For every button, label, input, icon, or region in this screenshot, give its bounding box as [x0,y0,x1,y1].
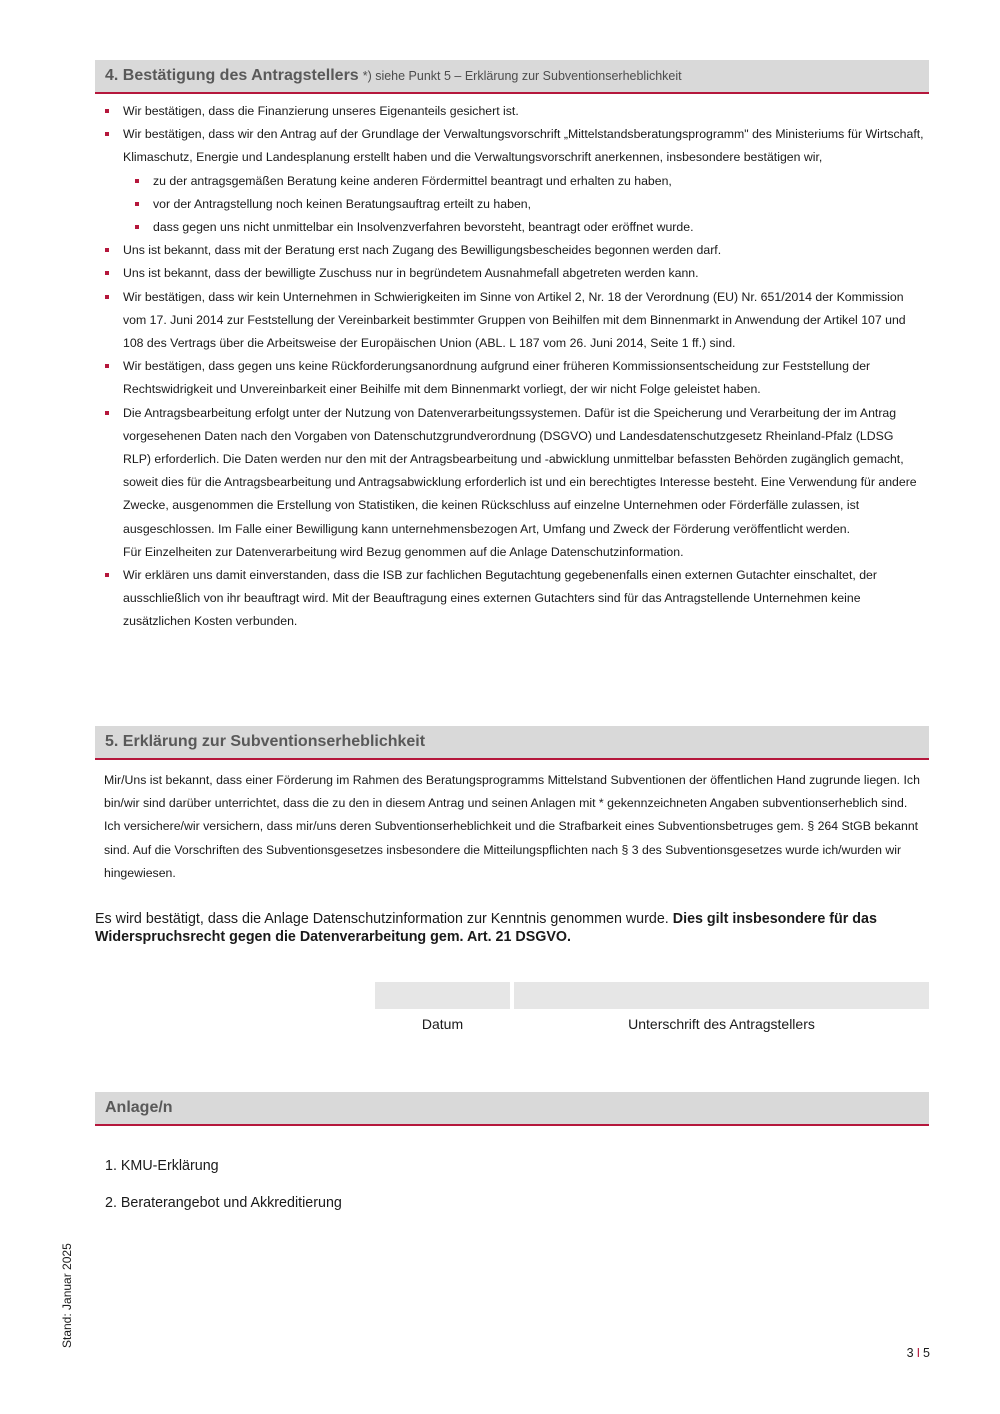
confirmation-list [104,100,924,634]
signature-label: Unterschrift des Antragstellers [628,1016,815,1032]
list-item: Wir erklären uns damit einverstanden, dass die ISB zur fachlichen Begutachtung gegebenenfalls einen externen Gutachter einschaltet, der ausschließlich von ihr beauftragt wird. Mit der Beauftragung eines externen Gutachters sind für das Antragstellende Unternehmen keine zusätzlichen Kosten verbunden. [104,564,924,634]
section-4-note: *) siehe Punkt 5 – Erklärung zur Subventionserheblichkeit [362,69,682,83]
total-pages: 5 [923,1346,930,1360]
sub-list-item: vor der Antragstellung noch keinen Beratungsauftrag erteilt zu haben, [123,193,924,216]
list-item: Uns ist bekannt, dass der bewilligte Zuschuss nur in begründetem Ausnahmefall abgetreten werden kann. [104,262,924,285]
list-item [104,123,924,239]
annex-title: Anlage/n [105,1099,173,1116]
current-page: 3 [906,1346,914,1360]
page-separator: I [916,1346,921,1360]
section-5-title: 5. Erklärung zur Subventionserheblichkeit [105,733,426,750]
sub-list-item: dass gegen uns nicht unmittelbar ein Insolvenzverfahren bevorsteht, beantragt oder eröffnet wurde. [123,216,924,239]
list-item: Wir bestätigen, dass gegen uns keine Rückforderungsanordnung aufgrund einer früheren Kommissionsentscheidung zur Feststellung der Rechtswidrigkeit und Unvereinbarkeit einer Beihilfe mit dem Binnenmarkt vorliegt, der wir nicht Folge geleistet haben. [104,355,924,401]
list-item: Wir bestätigen, dass die Finanzierung unseres Eigenanteils gesichert ist. [104,100,924,123]
date-label: Datum [421,1016,464,1032]
sub-list-item: zu der antragsgemäßen Beratung keine anderen Fördermittel beantragt und erhalten zu haben, [123,170,924,193]
section-5-header [95,726,929,760]
date-field[interactable] [375,982,510,1009]
list-item-text: Die Antragsbearbeitung erfolgt unter der Nutzung von Datenverarbeitungssystemen. Dafür ist die Speicherung und Verarbeitung der im Antrag vorgesehenen Daten nach den Vorgaben von Datenschutzgrundverordnung (DSGVO) und Landesdatenschutzgesetz Rheinland-Pfalz (LDSG RLP) erforderlich. Die Daten werden nur den mit der Antragsbearbeitung und -abwicklung unmittelbar befassten Behörden zugänglich gemacht, soweit dies für die Antragsbearbeitung und Antragsabwicklung erforderlich ist und ein berechtigtes Interesse besteht. Eine Verwendung für andere Zwecke, ausgenommen die Erstellung von Statistiken, die keinen Rückschluss auf einzelne Unternehmen oder Förderfälle zulassen, ist ausgeschlossen. Im Falle einer Bewilligung kann unternehmensbezogen Art, Umfang und Zweck der Förderung veröffentlicht werden. [123,405,917,536]
page-number [880,1346,930,1360]
annex-header [95,1092,929,1126]
list-item: Uns ist bekannt, dass mit der Beratung erst nach Zugang des Bewilligungsbescheides begonnen werden darf. [104,239,924,262]
section-5-body: Mir/Uns ist bekannt, dass einer Förderung im Rahmen des Beratungsprogramms Mittelstand Subventionen der öffentlichen Hand zugrunde liegen. Ich bin/wir sind darüber unterrichtet, dass die zu den in diesem Antrag und seinen Anlagen mit * gekennzeichneten Angaben subventionserheblich sind. Ich versichere/wir versichern, dass mir/uns deren Subventionserheblichkeit und die Strafbarkeit eines Subventionsbetruges gem. § 264 StGB bekannt sind. Auf die Vorschriften des Subventionsgesetzes insbesondere die Mitteilungspflichten nach § 3 des Subventionsgesetzes wurde ich/wurden wir hingewiesen. [104,773,920,880]
annex-item: 2. Beraterangebot und Akkreditierung [105,1195,342,1211]
annex-item: 1. KMU-Erklärung [105,1158,219,1174]
section-4-title-text: 4. Bestätigung des Antragstellers [105,67,359,84]
list-item [104,402,924,564]
section-4-header [95,60,929,94]
list-item-text: Wir bestätigen, dass wir den Antrag auf der Grundlage der Verwaltungsvorschrift „Mittelstandsberatungsprogramm" des Ministeriums für Wirtschaft, Klimaschutz, Energie und Landesplanung erstellt haben und die Verwaltungsvorschrift anerkennen, insbesondere bestätigen wir, [123,127,924,165]
confirmation-bold-text: Dies gilt insbesondere für das Widerspruchsrecht gegen die Datenverarbeitung gem. Art. 21 DSGVO. [95,911,877,945]
signature-field[interactable] [514,982,929,1009]
stand-date: Stand: Januar 2025 [60,1243,74,1348]
list-item-text-datenschutz: Für Einzelheiten zur Datenverarbeitung wird Bezug genommen auf die Anlage Datenschutzinformation. [123,544,684,559]
confirmation-text: Es wird bestätigt, dass die Anlage Datenschutzinformation zur Kenntnis genommen wurde. [95,911,669,927]
annex-list [105,1156,342,1230]
list-item: Wir bestätigen, dass wir kein Unternehmen in Schwierigkeiten im Sinne von Artikel 2, Nr. 18 der Verordnung (EU) Nr. 651/2014 der Kommission vom 17. Juni 2014 zur Feststellung der Vereinbarkeit bestimmter Gruppen von Beihilfen mit dem Binnenmarkt in Anwendung der Artikel 107 und 108 des Vertrags über die Arbeitsweise der Europäischen Union (ABL. L 187 vom 26. Juni 2014, Seite 1 ff.) sind. [104,286,924,356]
sub-list [123,170,924,240]
section-4-title [105,67,682,85]
data-protection-confirmation [95,910,930,946]
